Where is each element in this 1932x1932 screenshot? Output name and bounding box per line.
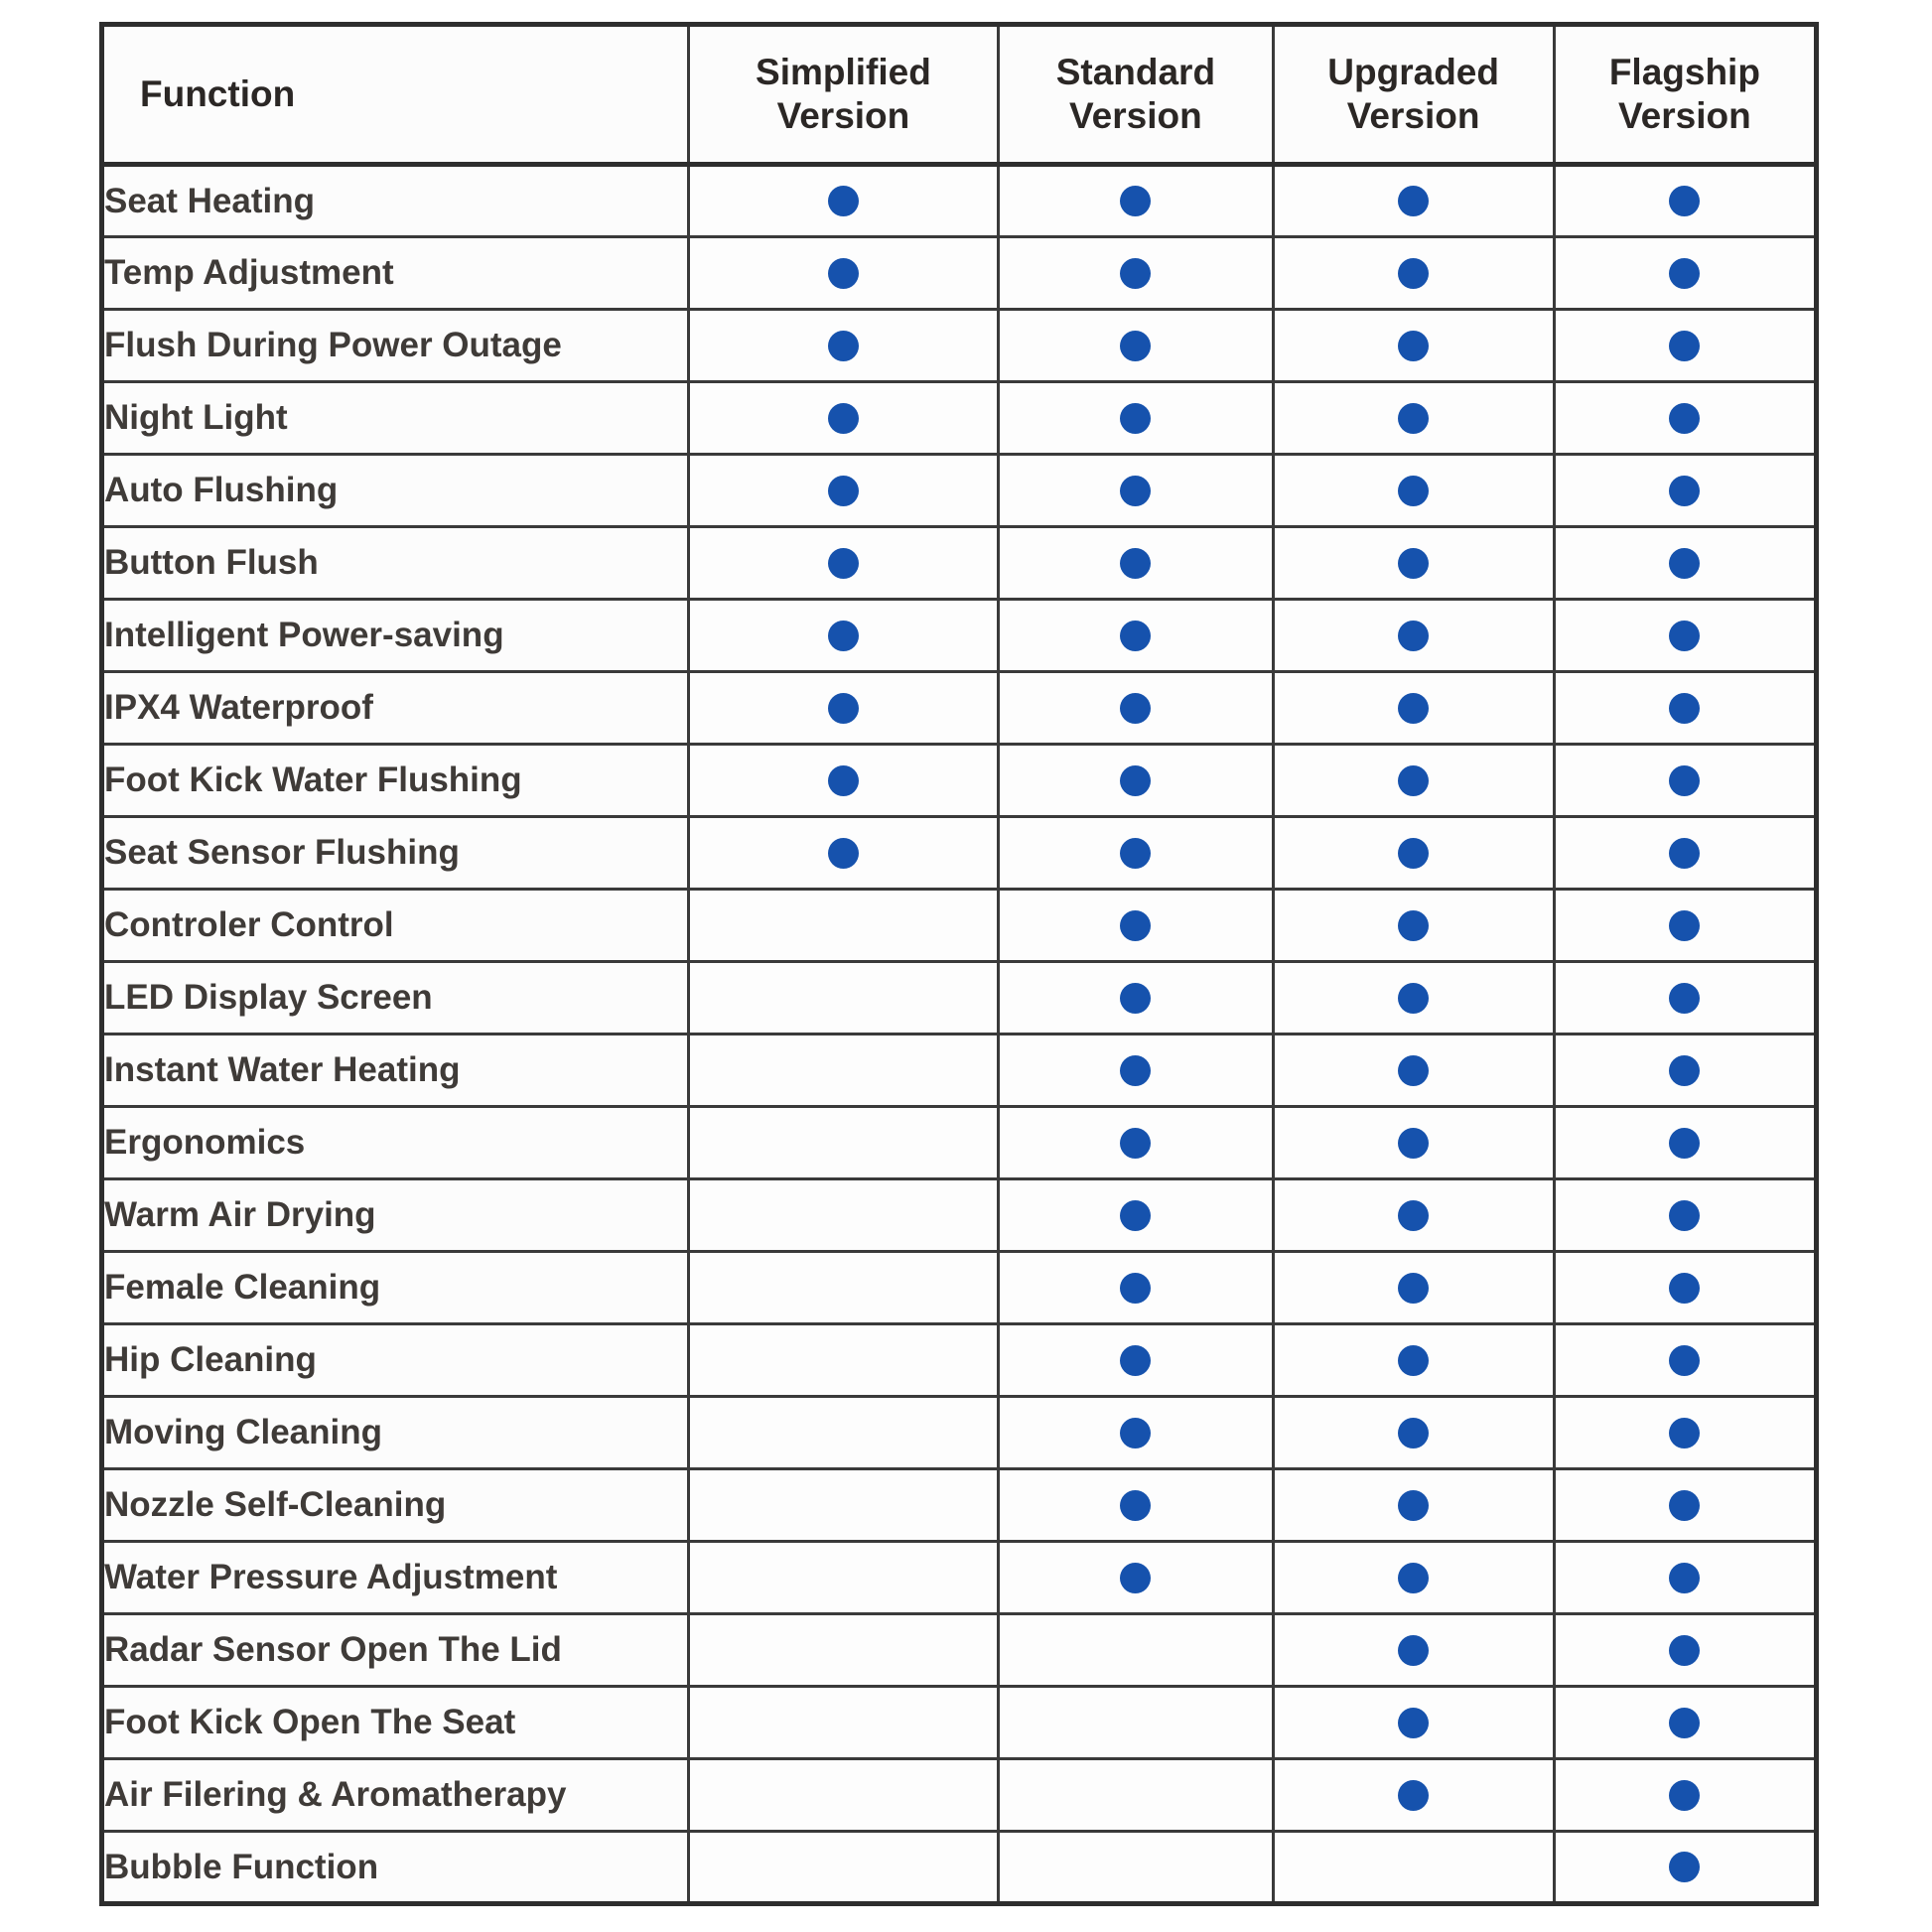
table-body <box>102 165 1817 1904</box>
included-dot-icon <box>1669 1563 1700 1593</box>
included-dot-icon <box>1669 838 1700 869</box>
function-label: Foot Kick Water Flushing <box>102 745 689 817</box>
table-row <box>102 1324 1817 1397</box>
included-dot-icon <box>1398 1200 1429 1231</box>
simplified-availability-cell <box>688 1035 999 1107</box>
flagship-availability-cell <box>1554 455 1816 527</box>
standard-availability-cell <box>999 1107 1273 1179</box>
upgraded-availability-cell <box>1273 745 1554 817</box>
included-dot-icon <box>1398 1418 1429 1449</box>
flagship-availability-cell <box>1554 745 1816 817</box>
function-label: Seat Sensor Flushing <box>102 817 689 890</box>
included-dot-icon <box>1669 1418 1700 1449</box>
simplified-availability-cell <box>688 1324 999 1397</box>
table-row <box>102 1252 1817 1324</box>
column-header-simplified-version: Simplified Version <box>688 25 999 165</box>
flagship-availability-cell <box>1554 890 1816 962</box>
simplified-availability-cell <box>688 890 999 962</box>
upgraded-availability-cell <box>1273 382 1554 455</box>
included-dot-icon <box>1669 258 1700 289</box>
function-label: Temp Adjustment <box>102 237 689 310</box>
included-dot-icon <box>1120 693 1151 724</box>
function-label: Moving Cleaning <box>102 1397 689 1469</box>
standard-availability-cell <box>999 1832 1273 1904</box>
included-dot-icon <box>1398 331 1429 361</box>
function-label: Ergonomics <box>102 1107 689 1179</box>
simplified-availability-cell <box>688 817 999 890</box>
included-dot-icon <box>1398 1055 1429 1086</box>
included-dot-icon <box>828 548 859 579</box>
upgraded-availability-cell <box>1273 310 1554 382</box>
flagship-availability-cell <box>1554 1324 1816 1397</box>
standard-availability-cell <box>999 1759 1273 1832</box>
function-label: Radar Sensor Open The Lid <box>102 1614 689 1687</box>
simplified-availability-cell <box>688 165 999 237</box>
included-dot-icon <box>1120 1345 1151 1376</box>
upgraded-availability-cell <box>1273 1614 1554 1687</box>
included-dot-icon <box>828 331 859 361</box>
included-dot-icon <box>1669 983 1700 1014</box>
flagship-availability-cell <box>1554 237 1816 310</box>
table-row <box>102 165 1817 237</box>
included-dot-icon <box>1398 765 1429 796</box>
included-dot-icon <box>828 476 859 506</box>
simplified-availability-cell <box>688 1397 999 1469</box>
table-row <box>102 1614 1817 1687</box>
table-row <box>102 310 1817 382</box>
simplified-availability-cell <box>688 455 999 527</box>
upgraded-availability-cell <box>1273 1324 1554 1397</box>
included-dot-icon <box>1398 548 1429 579</box>
included-dot-icon <box>828 765 859 796</box>
column-header-upgraded-version: Upgraded Version <box>1273 25 1554 165</box>
function-label: IPX4 Waterproof <box>102 672 689 745</box>
standard-availability-cell <box>999 1179 1273 1252</box>
table-row <box>102 962 1817 1035</box>
included-dot-icon <box>1120 1490 1151 1521</box>
function-label: Foot Kick Open The Seat <box>102 1687 689 1759</box>
included-dot-icon <box>1120 838 1151 869</box>
function-label: Hip Cleaning <box>102 1324 689 1397</box>
function-label: LED Display Screen <box>102 962 689 1035</box>
simplified-availability-cell <box>688 962 999 1035</box>
column-header-flagship-version: Flagship Version <box>1554 25 1816 165</box>
table-row <box>102 600 1817 672</box>
simplified-availability-cell <box>688 1179 999 1252</box>
standard-availability-cell <box>999 382 1273 455</box>
standard-availability-cell <box>999 890 1273 962</box>
included-dot-icon <box>1669 1708 1700 1738</box>
included-dot-icon <box>1120 258 1151 289</box>
included-dot-icon <box>1398 1490 1429 1521</box>
simplified-availability-cell <box>688 672 999 745</box>
flagship-availability-cell <box>1554 310 1816 382</box>
flagship-availability-cell <box>1554 1397 1816 1469</box>
standard-availability-cell <box>999 672 1273 745</box>
flagship-availability-cell <box>1554 1469 1816 1542</box>
function-label: Night Light <box>102 382 689 455</box>
simplified-availability-cell <box>688 600 999 672</box>
simplified-availability-cell <box>688 382 999 455</box>
flagship-availability-cell <box>1554 1179 1816 1252</box>
included-dot-icon <box>828 621 859 651</box>
included-dot-icon <box>1120 765 1151 796</box>
table-row <box>102 1542 1817 1614</box>
included-dot-icon <box>1669 1780 1700 1811</box>
included-dot-icon <box>1669 1128 1700 1159</box>
included-dot-icon <box>1120 910 1151 941</box>
included-dot-icon <box>1398 1780 1429 1811</box>
included-dot-icon <box>828 693 859 724</box>
included-dot-icon <box>1669 1345 1700 1376</box>
simplified-availability-cell <box>688 1107 999 1179</box>
upgraded-availability-cell <box>1273 672 1554 745</box>
included-dot-icon <box>828 403 859 434</box>
standard-availability-cell <box>999 1035 1273 1107</box>
upgraded-availability-cell <box>1273 600 1554 672</box>
flagship-availability-cell <box>1554 1252 1816 1324</box>
included-dot-icon <box>1120 1055 1151 1086</box>
simplified-availability-cell <box>688 310 999 382</box>
table-row <box>102 1397 1817 1469</box>
included-dot-icon <box>1398 838 1429 869</box>
flagship-availability-cell <box>1554 1107 1816 1179</box>
included-dot-icon <box>828 838 859 869</box>
flagship-availability-cell <box>1554 1542 1816 1614</box>
upgraded-availability-cell <box>1273 962 1554 1035</box>
standard-availability-cell <box>999 165 1273 237</box>
table-row <box>102 1035 1817 1107</box>
included-dot-icon <box>1398 1345 1429 1376</box>
included-dot-icon <box>1398 186 1429 216</box>
included-dot-icon <box>1120 1200 1151 1231</box>
flagship-availability-cell <box>1554 1687 1816 1759</box>
simplified-availability-cell <box>688 1832 999 1904</box>
flagship-availability-cell <box>1554 600 1816 672</box>
simplified-availability-cell <box>688 527 999 600</box>
simplified-availability-cell <box>688 1469 999 1542</box>
included-dot-icon <box>1398 1708 1429 1738</box>
simplified-availability-cell <box>688 1614 999 1687</box>
flagship-availability-cell <box>1554 962 1816 1035</box>
included-dot-icon <box>1669 621 1700 651</box>
included-dot-icon <box>1120 186 1151 216</box>
function-label: Seat Heating <box>102 165 689 237</box>
standard-availability-cell <box>999 237 1273 310</box>
upgraded-availability-cell <box>1273 890 1554 962</box>
included-dot-icon <box>1398 983 1429 1014</box>
included-dot-icon <box>1669 1200 1700 1231</box>
included-dot-icon <box>1120 1563 1151 1593</box>
included-dot-icon <box>1398 1563 1429 1593</box>
standard-availability-cell <box>999 745 1273 817</box>
simplified-availability-cell <box>688 1542 999 1614</box>
included-dot-icon <box>1398 403 1429 434</box>
table-row <box>102 1687 1817 1759</box>
included-dot-icon <box>1398 693 1429 724</box>
upgraded-availability-cell <box>1273 817 1554 890</box>
upgraded-availability-cell <box>1273 527 1554 600</box>
feature-comparison-table <box>99 22 1819 1906</box>
included-dot-icon <box>1398 910 1429 941</box>
standard-availability-cell <box>999 1687 1273 1759</box>
table-header-row <box>102 25 1817 165</box>
standard-availability-cell <box>999 1614 1273 1687</box>
included-dot-icon <box>1669 910 1700 941</box>
flagship-availability-cell <box>1554 1832 1816 1904</box>
included-dot-icon <box>1120 621 1151 651</box>
column-header-function: Function <box>102 25 689 165</box>
function-label: Flush During Power Outage <box>102 310 689 382</box>
flagship-availability-cell <box>1554 165 1816 237</box>
included-dot-icon <box>1120 403 1151 434</box>
flagship-availability-cell <box>1554 1035 1816 1107</box>
included-dot-icon <box>1669 331 1700 361</box>
function-label: Air Filering & Aromatherapy <box>102 1759 689 1832</box>
flagship-availability-cell <box>1554 527 1816 600</box>
simplified-availability-cell <box>688 745 999 817</box>
table-row <box>102 1832 1817 1904</box>
standard-availability-cell <box>999 1324 1273 1397</box>
included-dot-icon <box>1669 1852 1700 1882</box>
included-dot-icon <box>1669 693 1700 724</box>
table-row <box>102 1469 1817 1542</box>
function-label: Female Cleaning <box>102 1252 689 1324</box>
upgraded-availability-cell <box>1273 165 1554 237</box>
included-dot-icon <box>1120 1128 1151 1159</box>
simplified-availability-cell <box>688 1687 999 1759</box>
upgraded-availability-cell <box>1273 1469 1554 1542</box>
standard-availability-cell <box>999 455 1273 527</box>
standard-availability-cell <box>999 1397 1273 1469</box>
function-label: Water Pressure Adjustment <box>102 1542 689 1614</box>
upgraded-availability-cell <box>1273 1035 1554 1107</box>
included-dot-icon <box>1398 621 1429 651</box>
standard-availability-cell <box>999 600 1273 672</box>
standard-availability-cell <box>999 962 1273 1035</box>
upgraded-availability-cell <box>1273 1759 1554 1832</box>
standard-availability-cell <box>999 1252 1273 1324</box>
simplified-availability-cell <box>688 1252 999 1324</box>
upgraded-availability-cell <box>1273 1252 1554 1324</box>
function-label: Auto Flushing <box>102 455 689 527</box>
included-dot-icon <box>1669 186 1700 216</box>
upgraded-availability-cell <box>1273 1107 1554 1179</box>
included-dot-icon <box>1120 983 1151 1014</box>
included-dot-icon <box>1120 1418 1151 1449</box>
included-dot-icon <box>1120 331 1151 361</box>
included-dot-icon <box>1669 548 1700 579</box>
included-dot-icon <box>1120 548 1151 579</box>
function-label: Warm Air Drying <box>102 1179 689 1252</box>
simplified-availability-cell <box>688 237 999 310</box>
included-dot-icon <box>1669 1490 1700 1521</box>
upgraded-availability-cell <box>1273 1687 1554 1759</box>
table-row <box>102 817 1817 890</box>
upgraded-availability-cell <box>1273 1397 1554 1469</box>
included-dot-icon <box>1120 1273 1151 1304</box>
upgraded-availability-cell <box>1273 1542 1554 1614</box>
included-dot-icon <box>1669 765 1700 796</box>
standard-availability-cell <box>999 1469 1273 1542</box>
flagship-availability-cell <box>1554 817 1816 890</box>
function-label: Button Flush <box>102 527 689 600</box>
table-row <box>102 237 1817 310</box>
included-dot-icon <box>1398 476 1429 506</box>
table-row <box>102 1107 1817 1179</box>
included-dot-icon <box>828 186 859 216</box>
simplified-availability-cell <box>688 1759 999 1832</box>
flagship-availability-cell <box>1554 1614 1816 1687</box>
standard-availability-cell <box>999 310 1273 382</box>
table-row <box>102 672 1817 745</box>
included-dot-icon <box>1398 1273 1429 1304</box>
column-header-standard-version: Standard Version <box>999 25 1273 165</box>
included-dot-icon <box>1398 1635 1429 1666</box>
function-label: Controler Control <box>102 890 689 962</box>
function-label: Bubble Function <box>102 1832 689 1904</box>
table-row <box>102 455 1817 527</box>
table-row <box>102 1179 1817 1252</box>
function-label: Intelligent Power-saving <box>102 600 689 672</box>
feature-comparison-table-wrap <box>99 22 1819 1906</box>
standard-availability-cell <box>999 817 1273 890</box>
flagship-availability-cell <box>1554 382 1816 455</box>
table-row <box>102 527 1817 600</box>
included-dot-icon <box>1398 258 1429 289</box>
included-dot-icon <box>1669 1055 1700 1086</box>
included-dot-icon <box>1669 1273 1700 1304</box>
table-row <box>102 382 1817 455</box>
table-row <box>102 745 1817 817</box>
upgraded-availability-cell <box>1273 1832 1554 1904</box>
flagship-availability-cell <box>1554 672 1816 745</box>
table-row <box>102 890 1817 962</box>
table-row <box>102 1759 1817 1832</box>
included-dot-icon <box>1669 476 1700 506</box>
included-dot-icon <box>828 258 859 289</box>
included-dot-icon <box>1669 1635 1700 1666</box>
flagship-availability-cell <box>1554 1759 1816 1832</box>
included-dot-icon <box>1398 1128 1429 1159</box>
upgraded-availability-cell <box>1273 455 1554 527</box>
function-label: Nozzle Self-Cleaning <box>102 1469 689 1542</box>
upgraded-availability-cell <box>1273 1179 1554 1252</box>
standard-availability-cell <box>999 1542 1273 1614</box>
included-dot-icon <box>1669 403 1700 434</box>
standard-availability-cell <box>999 527 1273 600</box>
function-label: Instant Water Heating <box>102 1035 689 1107</box>
upgraded-availability-cell <box>1273 237 1554 310</box>
included-dot-icon <box>1120 476 1151 506</box>
